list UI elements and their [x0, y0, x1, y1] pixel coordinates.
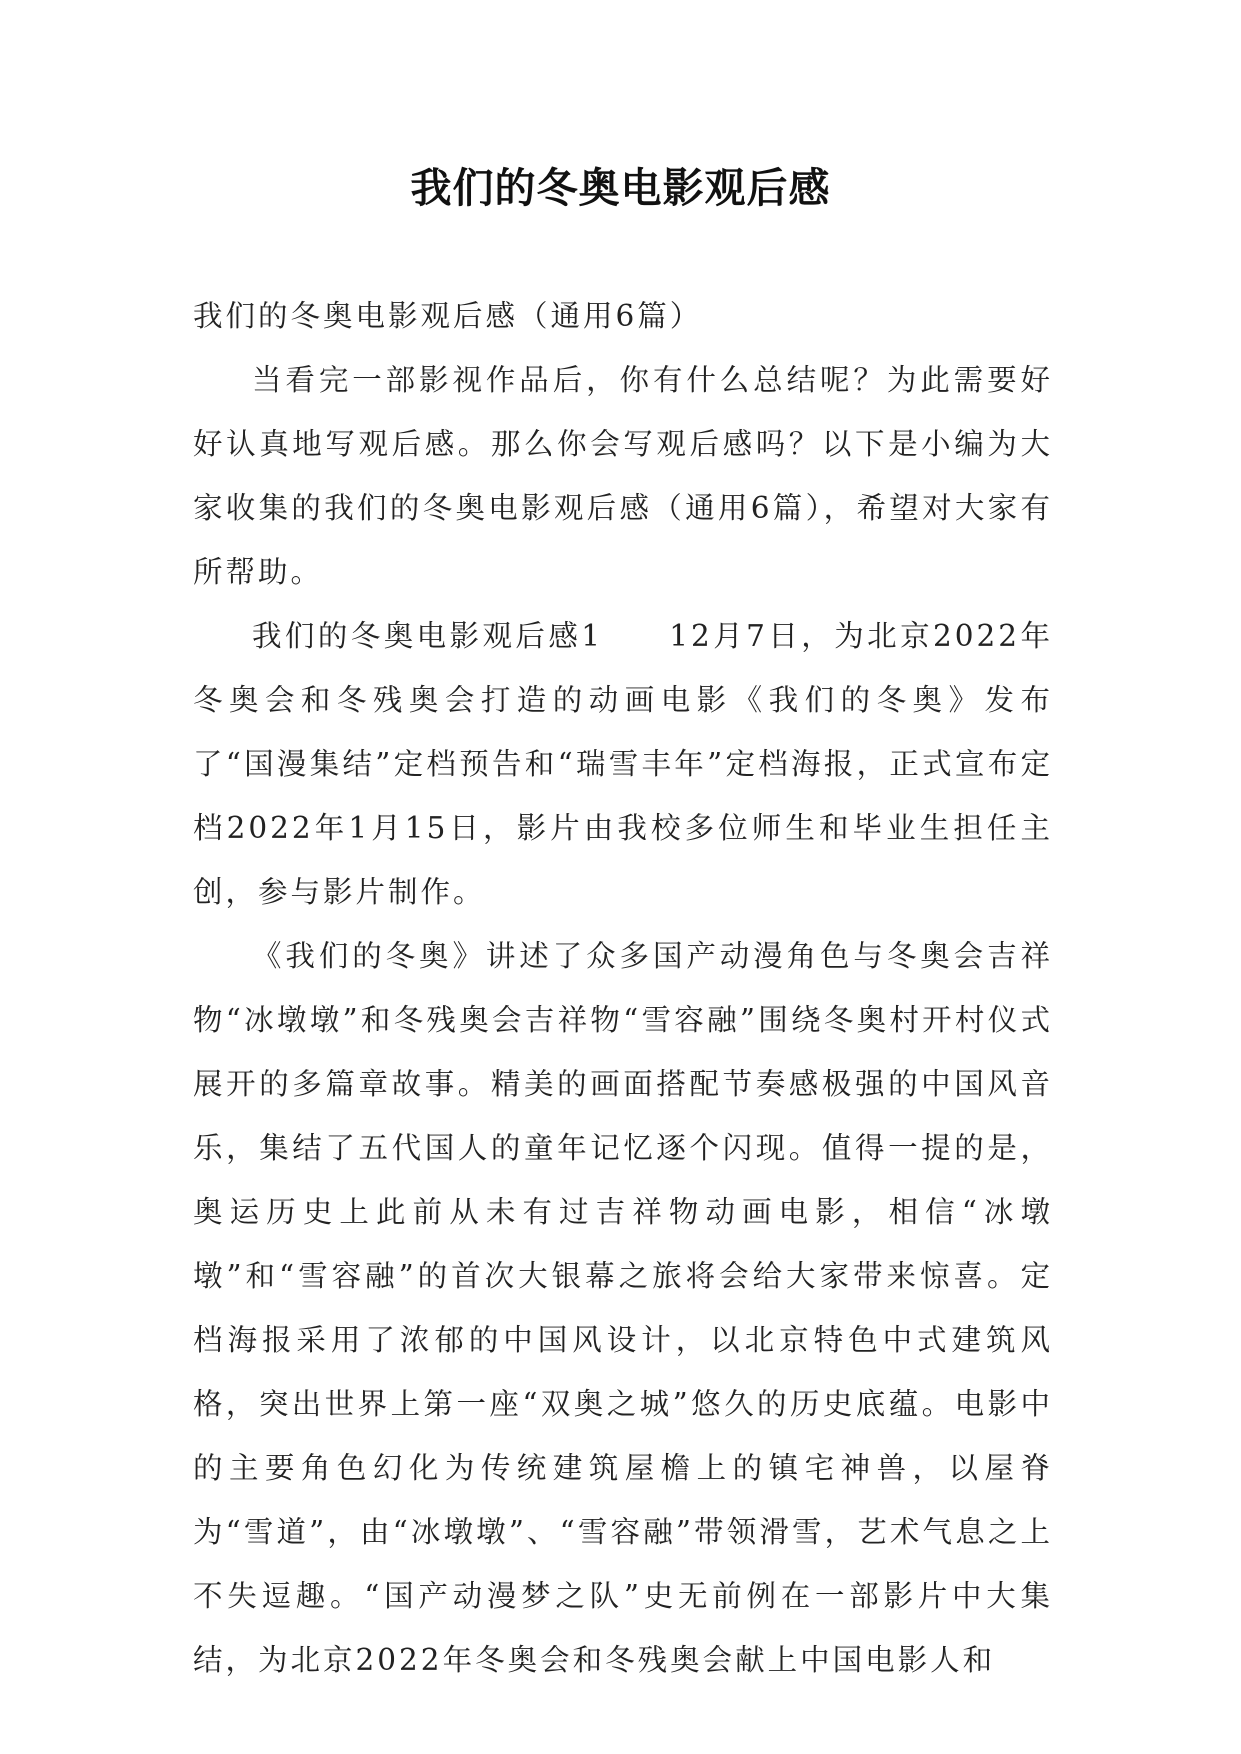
- essay-1-paragraph-1: 我们的冬奥电影观后感1 12月7日，为北京2022年冬奥会和冬残奥会打造的动画电影《我们的冬奥》发布了“国漫集结”定档预告和“瑞雪丰年”定档海报，正式宣布定档2022年1月15日，影片由我校多位师生和毕业生担任主创，参与影片制作。: [193, 619, 1053, 909]
- essay-1-paragraph-2: 《我们的冬奥》讲述了众多国产动漫角色与冬奥会吉祥物“冰墩墩”和冬残奥会吉祥物“雪容融”围绕冬奥村开村仪式展开的多篇章故事。精美的画面搭配节奏感极强的中国风音乐，集结了五代国人的童年记忆逐个闪现。值得一提的是，奥运历史上此前从未有过吉祥物动画电影，相信“冰墩墩”和“雪容融”的首次大银幕之旅将会给大家带来惊喜。定档海报采用了浓郁的中国风设计，以北京特色中式建筑风格，突出世界上第一座“双奥之城”悠久的历史底蕴。电影中的主要角色幻化为传统建筑屋檐上的镇宅神兽，以屋脊为“雪道”，由“冰墩墩”、“雪容融”带领滑雪，艺术气息之上不失逗趣。“国产动漫梦之队”史无前例在一部影片中大集结，为北京2022年冬奥会和冬残奥会献上中国电影人和: [193, 939, 1053, 1677]
- intro-paragraph: 当看完一部影视作品后，你有什么总结呢？为此需要好好认真地写观后感。那么你会写观后感吗？以下是小编为大家收集的我们的冬奥电影观后感（通用6篇），希望对大家有所帮助。: [193, 363, 1053, 589]
- document-title: 我们的冬奥电影观后感: [410, 164, 831, 212]
- subtitle-paragraph: 我们的冬奥电影观后感（通用6篇）: [193, 299, 703, 333]
- document-body: [193, 284, 1053, 1692]
